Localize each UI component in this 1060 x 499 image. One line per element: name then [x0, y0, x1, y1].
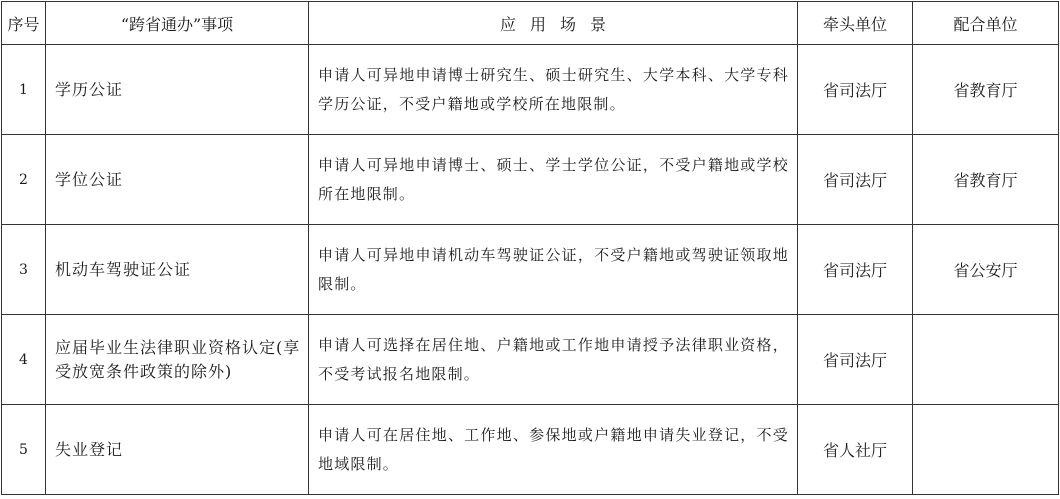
header-matter: “跨省通办”事项: [46, 2, 309, 45]
table-row: [2, 135, 1059, 225]
table-row: [2, 315, 1059, 405]
table-body: [2, 45, 1059, 495]
cell-cooperating-unit: [913, 405, 1059, 495]
table-header: [2, 2, 1059, 45]
table-row: [2, 225, 1059, 315]
cell-cooperating-unit: 省教育厅: [913, 45, 1059, 135]
cell-matter: 学位公证: [46, 135, 309, 225]
cell-lead-unit: 省司法厅: [798, 315, 913, 405]
cell-matter: 学历公证: [46, 45, 309, 135]
cell-serial-number: 1: [2, 45, 46, 135]
cell-serial-number: 5: [2, 405, 46, 495]
header-serial-number: 序号: [2, 2, 46, 45]
cell-lead-unit: 省司法厅: [798, 225, 913, 315]
cell-cooperating-unit: 省公安厅: [913, 225, 1059, 315]
cell-serial-number: 3: [2, 225, 46, 315]
cross-province-matters-table: [1, 1, 1059, 495]
cell-application-scenario: 申请人可异地申请博士研究生、硕士研究生、大学本科、大学专科学历公证，不受户籍地或学校所在地限制。: [309, 45, 798, 135]
cell-application-scenario: 申请人可选择在居住地、户籍地或工作地申请授予法律职业资格，不受考试报名地限制。: [309, 315, 798, 405]
cell-serial-number: 2: [2, 135, 46, 225]
cell-serial-number: 4: [2, 315, 46, 405]
cell-application-scenario: 申请人可异地申请机动车驾驶证公证，不受户籍地或驾驶证领取地限制。: [309, 225, 798, 315]
cell-matter: 失业登记: [46, 405, 309, 495]
cell-matter: 机动车驾驶证公证: [46, 225, 309, 315]
cell-application-scenario: 申请人可异地申请博士、硕士、学士学位公证，不受户籍地或学校所在地限制。: [309, 135, 798, 225]
cell-lead-unit: 省人社厅: [798, 405, 913, 495]
cell-lead-unit: 省司法厅: [798, 135, 913, 225]
header-cooperating-unit: 配合单位: [913, 2, 1059, 45]
header-row: [2, 2, 1059, 45]
table-row: [2, 405, 1059, 495]
header-application-scenario: 应用场景: [309, 2, 798, 45]
cell-cooperating-unit: 省教育厅: [913, 135, 1059, 225]
cell-matter: 应届毕业生法律职业资格认定(享受放宽条件政策的除外): [46, 315, 309, 405]
cell-cooperating-unit: [913, 315, 1059, 405]
cell-application-scenario: 申请人可在居住地、工作地、参保地或户籍地申请失业登记，不受地域限制。: [309, 405, 798, 495]
header-lead-unit: 牵头单位: [798, 2, 913, 45]
table-row: [2, 45, 1059, 135]
cell-lead-unit: 省司法厅: [798, 45, 913, 135]
